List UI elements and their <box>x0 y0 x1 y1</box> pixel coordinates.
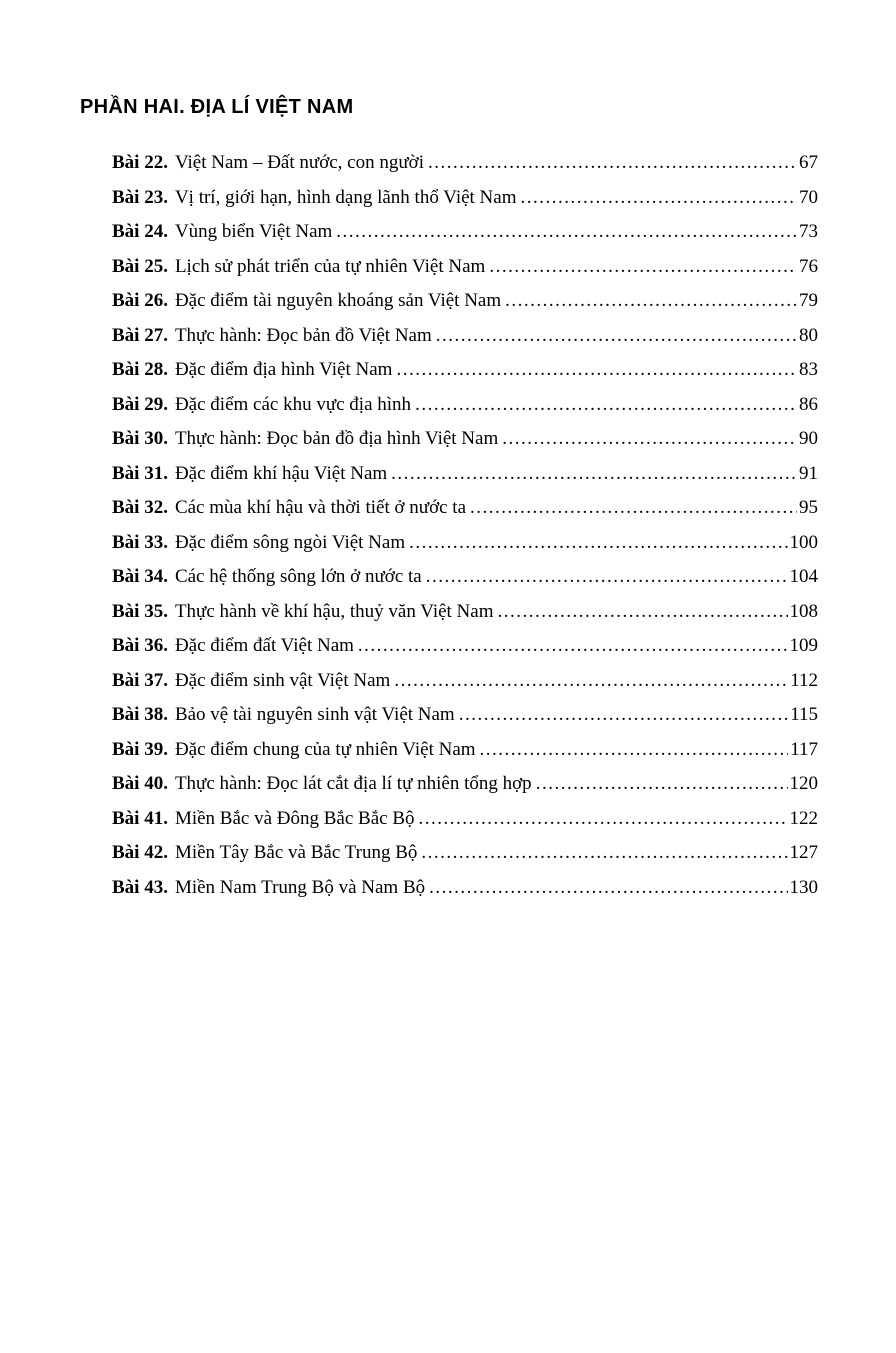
entry-page-number: 67 <box>799 152 818 173</box>
entry-title: Đặc điểm địa hình Việt Nam <box>174 359 393 380</box>
dotted-leader <box>419 802 788 837</box>
entry-label: Bài 27. <box>112 324 168 346</box>
dotted-leader <box>536 767 788 802</box>
entry-page-number: 79 <box>799 290 818 311</box>
entry-label: Bài 22. <box>112 152 168 173</box>
entry-page-number: 91 <box>799 462 818 484</box>
entry-title: Bảo vệ tài nguyên sinh vật Việt Nam <box>174 704 455 725</box>
entry-title: Các hệ thống sông lớn ở nước ta <box>174 566 422 587</box>
entry-label: Bài 40. <box>112 773 168 794</box>
entry-label: Bài 30. <box>112 428 168 449</box>
entry-title: Đặc điểm chung của tự nhiên Việt Nam <box>174 738 476 760</box>
entry-title: Đặc điểm đất Việt Nam <box>174 635 354 656</box>
entry-title: Đặc điểm tài nguyên khoáng sản Việt Nam <box>174 290 502 311</box>
dotted-leader <box>394 664 788 699</box>
entry-label: Bài 29. <box>112 393 168 415</box>
entry-title: Vị trí, giới hạn, hình dạng lãnh thổ Việt Nam <box>174 186 517 208</box>
entry-page-number: 108 <box>789 600 818 622</box>
dotted-leader <box>428 146 797 181</box>
entry-label: Bài 41. <box>112 807 168 829</box>
entry-page-number: 70 <box>799 186 818 208</box>
toc-entries <box>112 146 818 905</box>
toc-entry <box>112 422 818 457</box>
dotted-leader <box>502 422 797 457</box>
entry-label: Bài 42. <box>112 842 168 863</box>
dotted-leader <box>489 250 797 285</box>
entry-label: Bài 43. <box>112 876 168 898</box>
toc-entry <box>112 457 818 492</box>
entry-page-number: 86 <box>799 393 818 415</box>
entry-page-number: 100 <box>789 531 818 553</box>
toc-entry <box>112 388 818 423</box>
entry-label: Bài 25. <box>112 255 168 277</box>
dotted-leader <box>470 491 797 526</box>
toc-entry <box>112 319 818 354</box>
dotted-leader <box>436 319 797 354</box>
entry-page-number: 127 <box>789 842 818 863</box>
toc-entry <box>112 284 818 319</box>
dotted-leader <box>429 871 787 906</box>
dotted-leader <box>336 215 797 250</box>
entry-title: Đặc điểm sinh vật Việt Nam <box>174 669 391 691</box>
entry-label: Bài 23. <box>112 186 168 208</box>
toc-entry <box>112 560 818 595</box>
toc-entry <box>112 871 818 906</box>
entry-label: Bài 32. <box>112 497 168 518</box>
entry-label: Bài 33. <box>112 531 168 553</box>
entry-page-number: 112 <box>790 669 818 691</box>
section-heading: PHẦN HAI. ĐỊA LÍ VIỆT NAM <box>80 96 354 118</box>
entry-title: Miền Bắc và Đông Bắc Bắc Bộ <box>174 807 415 829</box>
entry-title: Lịch sử phát triển của tự nhiên Việt Nam <box>174 255 486 277</box>
dotted-leader <box>426 560 788 595</box>
toc-entry <box>112 215 818 250</box>
entry-title: Thực hành về khí hậu, thuỷ văn Việt Nam <box>174 600 494 622</box>
entry-page-number: 83 <box>799 359 818 380</box>
entry-title: Miền Nam Trung Bộ và Nam Bộ <box>174 876 426 898</box>
entry-title: Đặc điểm các khu vực địa hình <box>174 393 412 415</box>
toc-entry <box>112 767 818 802</box>
entry-label: Bài 26. <box>112 290 168 311</box>
entry-page-number: 76 <box>799 255 818 277</box>
toc-entry <box>112 629 818 664</box>
toc-entry <box>112 250 818 285</box>
dotted-leader <box>505 284 797 319</box>
entry-label: Bài 31. <box>112 462 168 484</box>
toc-entry <box>112 664 818 699</box>
dotted-leader <box>521 181 798 216</box>
entry-label: Bài 36. <box>112 635 168 656</box>
entry-title: Đặc điểm sông ngòi Việt Nam <box>174 531 406 553</box>
entry-page-number: 90 <box>799 428 818 449</box>
dotted-leader <box>498 595 788 630</box>
entry-title: Thực hành: Đọc bản đồ Việt Nam <box>174 324 432 346</box>
entry-page-number: 95 <box>799 497 818 518</box>
entry-title: Thực hành: Đọc lát cắt địa lí tự nhiên tổng hợp <box>174 773 532 794</box>
dotted-leader <box>409 526 787 561</box>
toc-entry <box>112 491 818 526</box>
dotted-leader <box>415 388 797 423</box>
entry-title: Việt Nam – Đất nước, con người <box>174 152 424 173</box>
entry-label: Bài 35. <box>112 600 168 622</box>
dotted-leader <box>358 629 788 664</box>
entry-page-number: 120 <box>789 773 818 794</box>
toc-entry <box>112 181 818 216</box>
toc-entry <box>112 698 818 733</box>
dotted-leader <box>480 733 789 768</box>
entry-label: Bài 24. <box>112 221 168 242</box>
toc-entry <box>112 146 818 181</box>
entry-title: Vùng biển Việt Nam <box>174 221 333 242</box>
entry-page-number: 117 <box>790 738 818 760</box>
entry-label: Bài 34. <box>112 566 168 587</box>
entry-title: Các mùa khí hậu và thời tiết ở nước ta <box>174 497 467 518</box>
dotted-leader <box>459 698 788 733</box>
entry-label: Bài 39. <box>112 738 168 760</box>
entry-page-number: 104 <box>789 566 818 587</box>
dotted-leader <box>396 353 797 388</box>
toc-entry <box>112 733 818 768</box>
entry-label: Bài 38. <box>112 704 168 725</box>
dotted-leader <box>421 836 787 871</box>
toc-entry <box>112 353 818 388</box>
entry-label: Bài 28. <box>112 359 168 380</box>
entry-page-number: 109 <box>789 635 818 656</box>
entry-page-number: 115 <box>790 704 818 725</box>
entry-label: Bài 37. <box>112 669 168 691</box>
entry-page-number: 122 <box>789 807 818 829</box>
toc-entry <box>112 526 818 561</box>
toc-entry <box>112 802 818 837</box>
dotted-leader <box>391 457 797 492</box>
entry-page-number: 80 <box>799 324 818 346</box>
entry-page-number: 130 <box>789 876 818 898</box>
entry-title: Miền Tây Bắc và Bắc Trung Bộ <box>174 842 418 863</box>
toc-entry <box>112 595 818 630</box>
entry-page-number: 73 <box>799 221 818 242</box>
entry-title: Đặc điểm khí hậu Việt Nam <box>174 462 388 484</box>
toc-entry <box>112 836 818 871</box>
entry-title: Thực hành: Đọc bản đồ địa hình Việt Nam <box>174 428 499 449</box>
